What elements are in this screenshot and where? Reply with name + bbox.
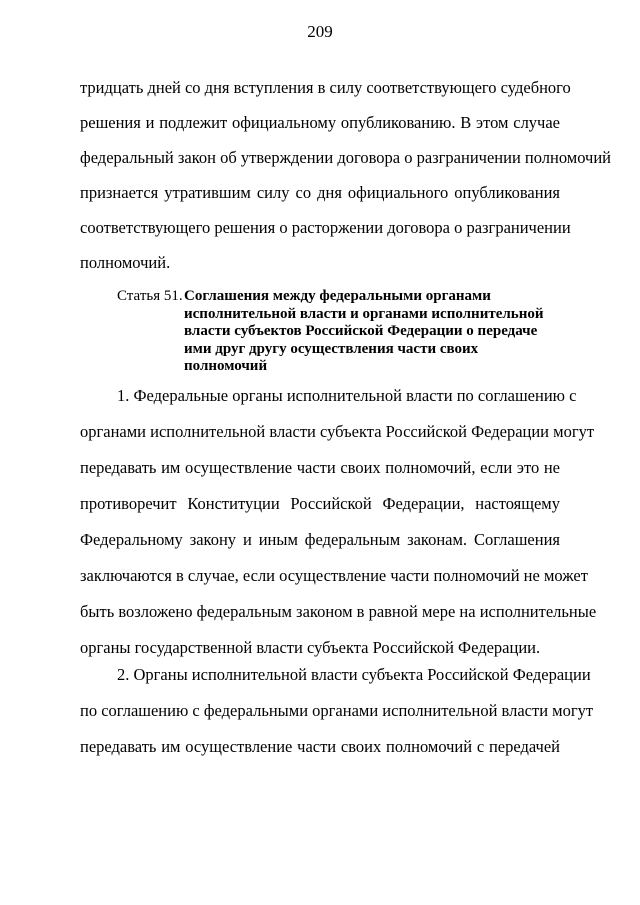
text-line: 2. Органы исполнительной власти субъекта Российской Федерации xyxy=(117,665,591,684)
text-line: заключаются в случае, если осуществление части полномочий не может xyxy=(80,566,588,585)
article-title xyxy=(184,288,574,376)
text-line: признается утратившим силу со дня официального опубликования xyxy=(80,183,560,202)
article-title-line: полномочий xyxy=(184,358,268,374)
text-line: органами исполнительной власти субъекта Российской Федерации могут xyxy=(80,422,595,441)
text-line: тридцать дней со дня вступления в силу соответствующего судебного xyxy=(80,78,571,97)
text-line: 1. Федеральные органы исполнительной власти по соглашению с xyxy=(117,386,577,405)
text-line: противоречит Конституции Российской Федерации, настоящему xyxy=(80,494,560,513)
text-line: соответствующего решения о расторжении договора о разграничении xyxy=(80,218,571,237)
article-label: Статья 51. xyxy=(117,288,183,304)
article-title-line: исполнительной власти и органами исполнительной xyxy=(184,305,544,322)
text-line: органы государственной власти субъекта Российской Федерации. xyxy=(80,638,541,657)
page-number: 209 xyxy=(307,22,333,41)
article-title-line: Соглашения между федеральными органами xyxy=(184,288,491,304)
text-line: Федеральному закону и иным федеральным законам. Соглашения xyxy=(80,530,560,549)
text-line: передавать им осуществление части своих полномочий с передачей xyxy=(80,737,560,756)
article-title-line: ими друг другу осуществления части своих xyxy=(184,340,479,357)
text-line: по соглашению с федеральными органами исполнительной власти могут xyxy=(80,701,594,720)
text-line: передавать им осуществление части своих полномочий, если это не xyxy=(80,458,560,477)
text-line: федеральный закон об утверждении договора о разграничении полномочий xyxy=(80,148,611,167)
text-line: решения и подлежит официальному опубликованию. В этом случае xyxy=(80,113,560,132)
article-title-line: власти субъектов Российской Федерации о передаче xyxy=(184,323,538,339)
text-line: быть возложено федеральным законом в равной мере на исполнительные xyxy=(80,602,597,621)
text-line: полномочий. xyxy=(80,253,171,272)
